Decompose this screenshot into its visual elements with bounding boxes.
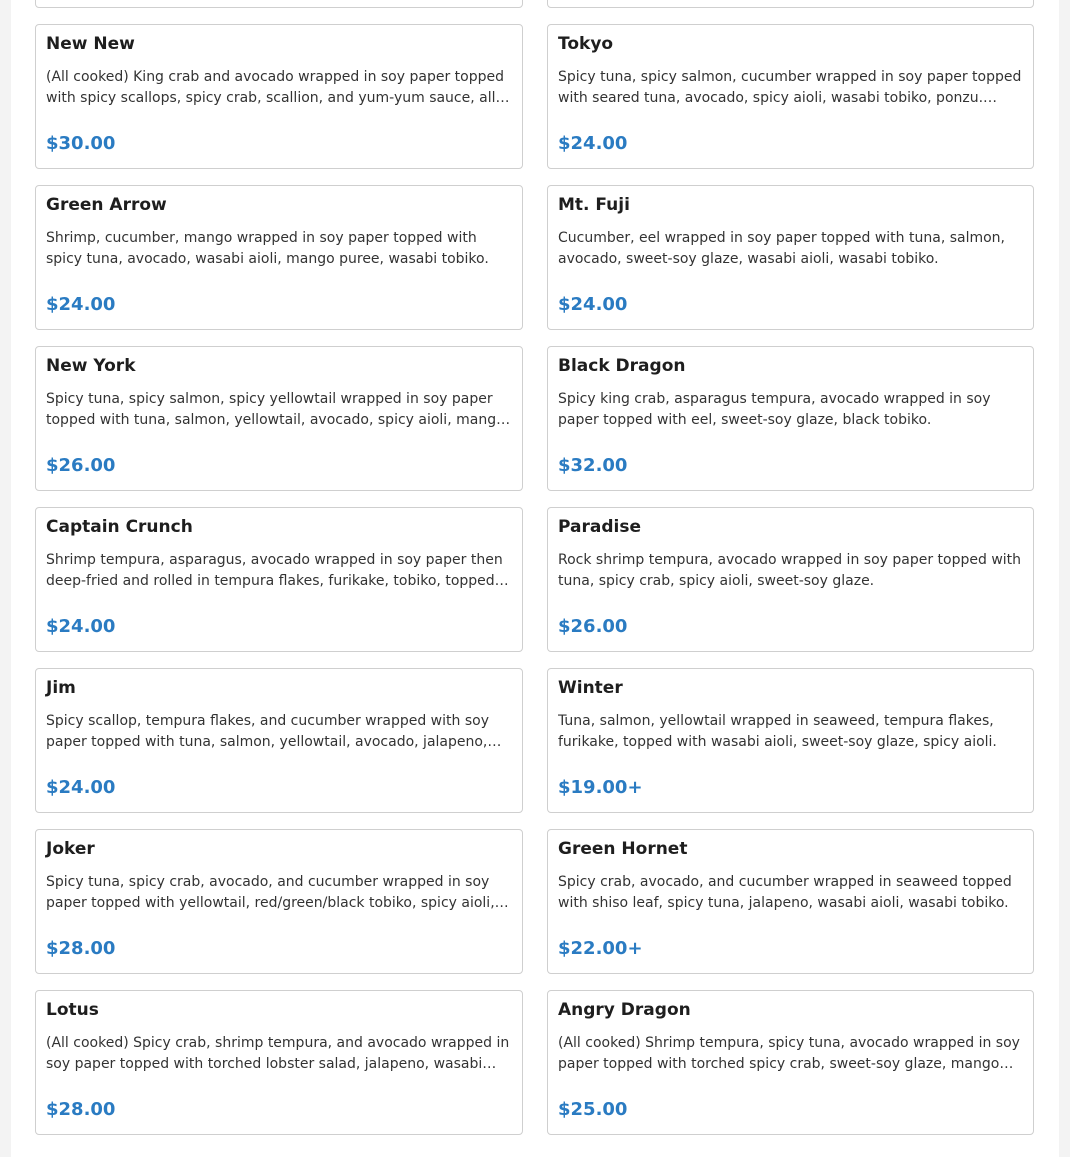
- menu-item-card[interactable]: [547, 990, 1034, 1135]
- item-name: Tokyo: [558, 34, 614, 54]
- item-description: Spicy tuna, spicy crab, avocado, and cucumber wrapped in soy paper topped with yellowtail, red/green/black tobiko, spicy aioli,…: [46, 874, 509, 911]
- item-price: $28.00: [46, 938, 116, 959]
- menu-item-card-partial[interactable]: [35, 0, 523, 8]
- item-description: Spicy scallop, tempura flakes, and cucumber wrapped with soy paper topped with tuna, salmon, yellowtail, avocado, jalapeno,…: [46, 713, 502, 750]
- item-description: (All cooked) King crab and avocado wrapped in soy paper topped with spicy scallops, spicy crab, scallion, and yum-yum sauce, all…: [46, 69, 510, 106]
- item-name: Lotus: [46, 1000, 99, 1020]
- menu-item-card[interactable]: [547, 507, 1034, 652]
- item-description: Spicy king crab, asparagus tempura, avocado wrapped in soy paper topped with eel, sweet-soy glaze, black tobiko.: [558, 391, 991, 428]
- item-name: Jim: [46, 678, 76, 698]
- menu-item-card[interactable]: [547, 185, 1034, 330]
- menu-item-card-partial[interactable]: [547, 0, 1034, 8]
- item-description: Tuna, salmon, yellowtail wrapped in seaweed, tempura flakes, furikake, topped with wasabi aioli, sweet-soy glaze, spicy aioli.: [558, 713, 997, 750]
- item-name: Angry Dragon: [558, 1000, 691, 1020]
- menu-item-card[interactable]: [35, 24, 523, 169]
- item-price: $24.00: [46, 777, 116, 798]
- menu-item-card[interactable]: [547, 829, 1034, 974]
- menu-grid: [35, 0, 1034, 1135]
- menu-item-card[interactable]: [547, 668, 1034, 813]
- menu-item-card[interactable]: [547, 24, 1034, 169]
- item-price: $24.00: [46, 294, 116, 315]
- item-description: Rock shrimp tempura, avocado wrapped in soy paper topped with tuna, spicy crab, spicy aioli, sweet-soy glaze.: [558, 552, 1022, 589]
- item-price: $24.00: [46, 616, 116, 637]
- menu-item-card[interactable]: [35, 346, 523, 491]
- item-description: (All cooked) Spicy crab, shrimp tempura, and avocado wrapped in soy paper topped with torched lobster salad, jalapeno, wasabi…: [46, 1035, 510, 1072]
- item-description: Spicy tuna, spicy salmon, spicy yellowtail wrapped in soy paper topped with tuna, salmon, yellowtail, avocado, spicy aioli, mang…: [46, 391, 511, 428]
- item-price: $19.00+: [558, 777, 643, 798]
- item-name: Paradise: [558, 517, 641, 537]
- item-price: $24.00: [558, 294, 628, 315]
- item-description: Spicy tuna, spicy salmon, cucumber wrapped in soy paper topped with seared tuna, avocado, spicy aioli, wasabi tobiko, ponzu.…: [558, 69, 1022, 106]
- menu-item-card[interactable]: [547, 346, 1034, 491]
- item-name: Mt. Fuji: [558, 195, 630, 215]
- item-price: $25.00: [558, 1099, 628, 1120]
- item-name: New New: [46, 34, 135, 54]
- item-name: New York: [46, 356, 136, 376]
- item-price: $26.00: [558, 616, 628, 637]
- item-name: Captain Crunch: [46, 517, 193, 537]
- item-name: Joker: [46, 839, 95, 859]
- menu-item-card[interactable]: [35, 668, 523, 813]
- item-price: $22.00+: [558, 938, 643, 959]
- item-price: $26.00: [46, 455, 116, 476]
- menu-item-card[interactable]: [35, 990, 523, 1135]
- item-price: $30.00: [46, 133, 116, 154]
- menu-item-card[interactable]: [35, 185, 523, 330]
- item-description: Shrimp, cucumber, mango wrapped in soy paper topped with spicy tuna, avocado, wasabi aioli, mango puree, wasabi tobiko.: [46, 230, 489, 267]
- item-name: Winter: [558, 678, 623, 698]
- item-price: $32.00: [558, 455, 628, 476]
- item-name: Green Arrow: [46, 195, 167, 215]
- item-description: Shrimp tempura, asparagus, avocado wrapped in soy paper then deep-fried and rolled in tempura flakes, furikake, tobiko, topped…: [46, 552, 509, 589]
- item-name: Green Hornet: [558, 839, 688, 859]
- item-description: Spicy crab, avocado, and cucumber wrapped in seaweed topped with shiso leaf, spicy tuna, jalapeno, wasabi aioli, wasabi tobiko.: [558, 874, 1012, 911]
- menu-page: [11, 0, 1059, 1157]
- item-description: (All cooked) Shrimp tempura, spicy tuna, avocado wrapped in soy paper topped with torched spicy crab, sweet-soy glaze, mango…: [558, 1035, 1020, 1072]
- item-description: Cucumber, eel wrapped in soy paper topped with tuna, salmon, avocado, sweet-soy glaze, wasabi aioli, wasabi tobiko.: [558, 230, 1006, 267]
- item-price: $24.00: [558, 133, 628, 154]
- item-name: Black Dragon: [558, 356, 686, 376]
- item-price: $28.00: [46, 1099, 116, 1120]
- menu-item-card[interactable]: [35, 829, 523, 974]
- menu-item-card[interactable]: [35, 507, 523, 652]
